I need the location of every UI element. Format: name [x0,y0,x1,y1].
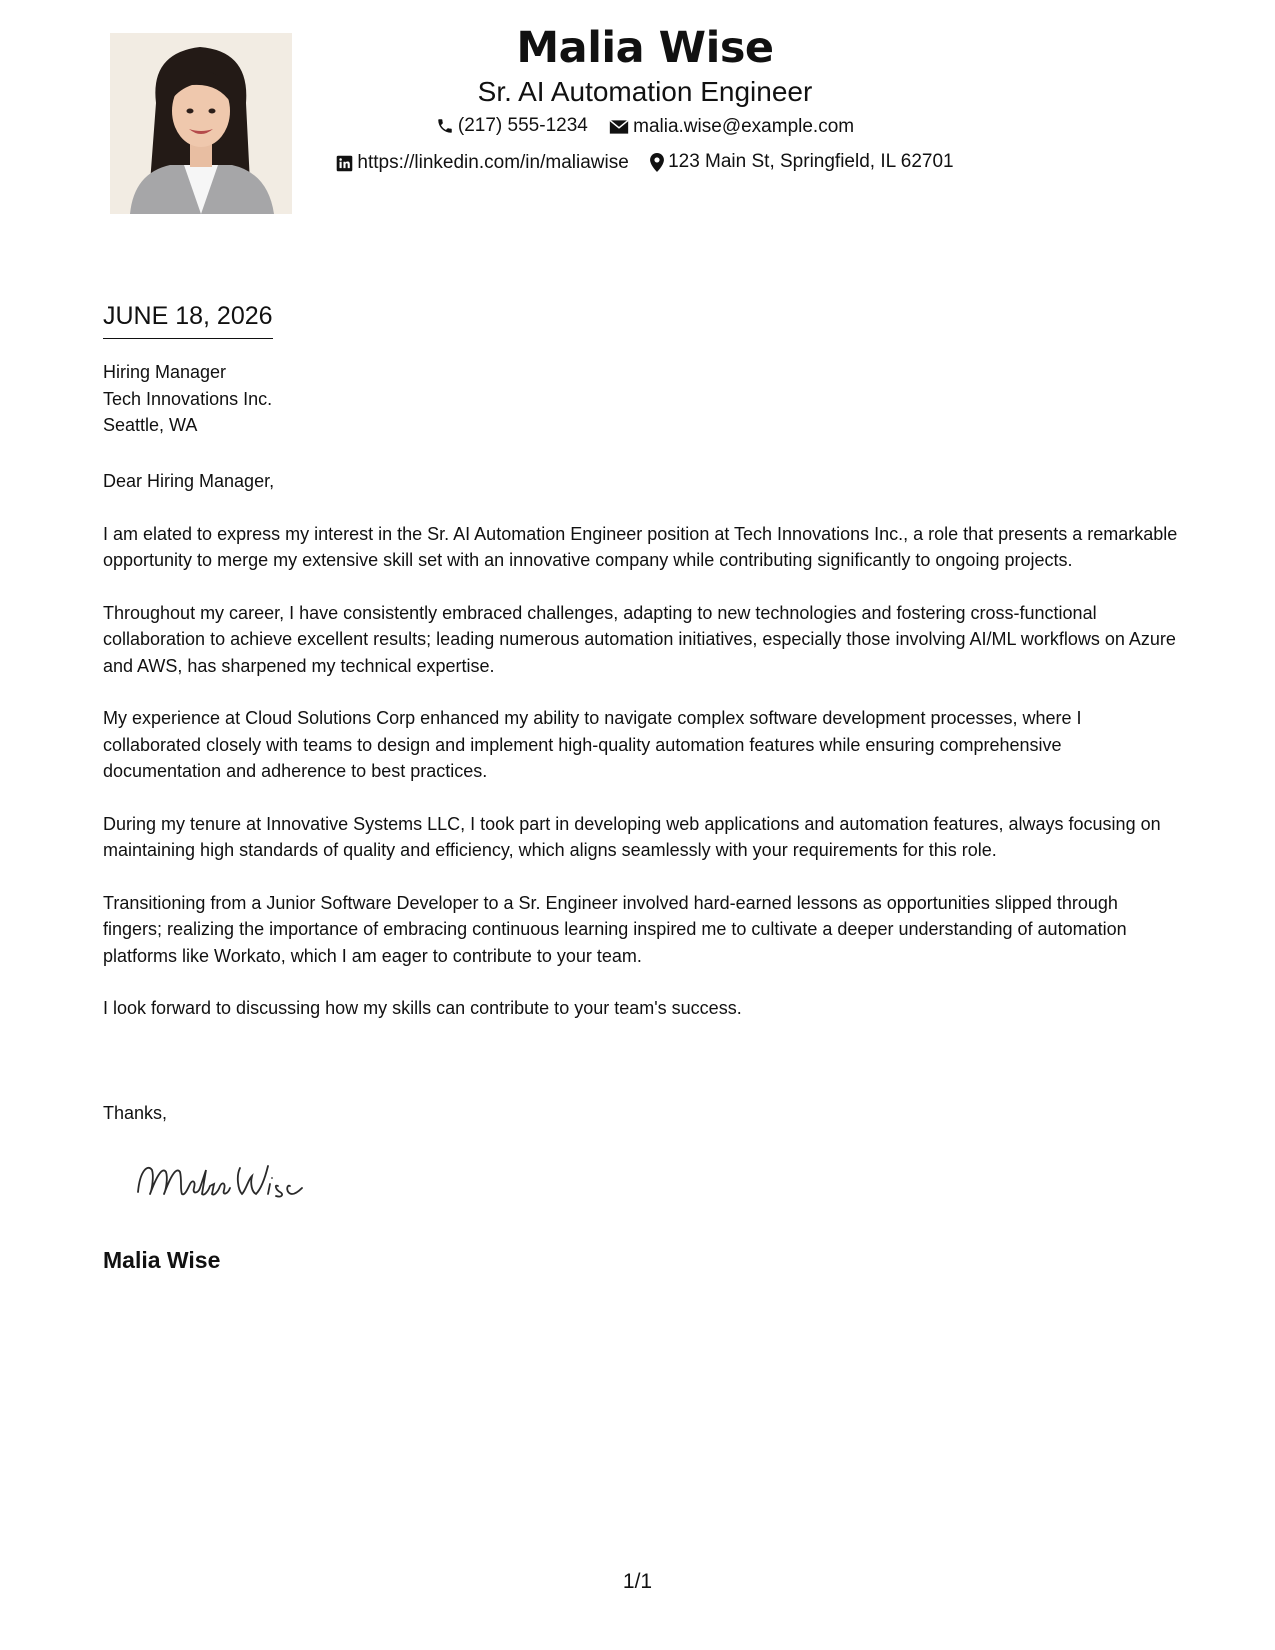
address-contact [650,146,954,178]
applicant-name: Malia Wise [516,23,774,73]
recipient-company: Tech Innovations Inc. [103,388,273,409]
phone-text: (217) 555-1234 [457,115,588,136]
body-paragraph: I look forward to discussing how my skills can contribute to your team's success. [103,998,742,1018]
applicant-title: Sr. AI Automation Engineer [477,76,813,107]
contact-row-1 [300,110,990,146]
page-number: 1/1 [622,1570,653,1593]
body-paragraph: I am elated to express my interest in the Sr. AI Automation Engineer position at Tech Innovations Inc., a role that presents a remarkable opportunity to merge my extensive skill set with an innovative company while contributing significantly to ongoing projects. [103,523,1178,570]
signed-name: Malia Wise [103,1247,221,1273]
signature-image [130,1150,340,1210]
contact-row-2 [300,146,990,183]
handwritten-signature [130,1150,340,1210]
closing: Thanks, [103,1103,168,1123]
email-text[interactable]: malia.wise@example.com [633,116,855,137]
recipient-block [103,359,272,439]
letter-date: JUNE 18, 2026 [103,299,273,339]
letter-body [103,468,1178,1048]
address-text: 123 Main St, Springfield, IL 62701 [668,151,954,172]
phone-icon [436,117,454,135]
recipient-location: Seattle, WA [103,415,198,435]
recipient-line: Hiring Manager [103,362,227,382]
linkedin-contact[interactable] [336,147,628,179]
body-paragraph: Transitioning from a Junior Software Developer to a Sr. Engineer involved hard-earned lessons as opportunities slipped through fingers; realizing the importance of embracing continuous learning inspired me to cultivate a deeper understanding of automation platforms like Workato, which I am eager to contribute to your team. [103,892,1127,966]
portrait-image [110,33,292,214]
linkedin-text[interactable]: https://linkedin.com/in/maliawise [357,152,629,173]
body-paragraph: Throughout my career, I have consistently embraced challenges, adapting to new technologies and fostering cross-functional collaboration to achieve excellent results; leading numerous automation initiatives, especially those involving AI/ML workflows on Azure and AWS, has sharpened my technical expertise. [103,602,1176,676]
envelope-icon [609,119,629,135]
email-contact[interactable] [609,111,854,143]
salutation: Dear Hiring Manager, [103,471,275,491]
linkedin-icon [336,155,353,172]
phone-contact [436,110,588,142]
profile-photo [110,33,292,214]
letter-header [300,22,990,183]
map-pin-icon [650,153,664,172]
body-paragraph: During my tenure at Innovative Systems LLC, I took part in developing web applications and automation features, always focusing on maintaining high standards of quality and efficiency, which aligns seamlessly with your requirements for this role. [103,813,1161,860]
body-paragraph: My experience at Cloud Solutions Corp enhanced my ability to navigate complex software development processes, where I collaborated closely with teams to design and implement high-quality automation features while ensuring comprehensive documentation and adherence to best practices. [103,708,1082,781]
